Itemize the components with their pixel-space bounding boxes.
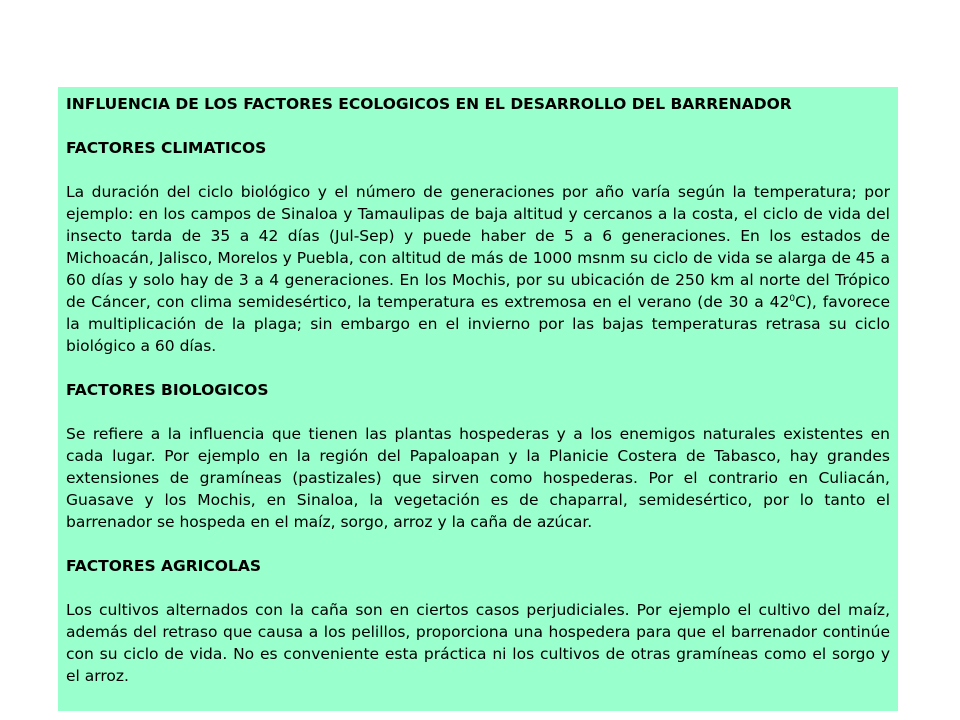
- section-text-agricolas: Los cultivos alternados con la caña son en ciertos casos perjudiciales. Por ejemplo el cultivo del maíz, además del retraso que causa a los pelillos, proporciona una hospedera para que el barrenador continúe con su ciclo de vida. No es conveniente esta práctica ni los cultivos de otras gramíneas como el sorgo y el arroz.: [66, 601, 890, 685]
- section-heading-agricolas: FACTORES AGRICOLAS: [66, 557, 262, 575]
- climaticos-text-part1: La duración del ciclo biológico y el número de generaciones por año varía según la temperatura; por ejemplo: en los campos de Sinaloa y Tamaulipas de baja altitud y cercanos a la costa, el ciclo de vida del insecto tarda de 35 a 42 días (Jul-Sep) y puede haber de 5 a 6 generaciones. En los estados de Michoacán, Jalisco, Morelos y Puebla, con altitud de más de 1000 msnm su ciclo de vida se alarga de 45 a 60 días y solo hay de 3 a 4 generaciones. En los Mochis, por su ubicación de 250 km al norte del Trópico de Cáncer, con clima semidesértico, la temperatura es extremosa en el verano (de 30 a 42: [66, 183, 890, 311]
- section-heading-climaticos: FACTORES CLIMATICOS: [66, 139, 267, 157]
- content-panel: [58, 87, 898, 711]
- degree-superscript: 0: [789, 293, 796, 304]
- section-text-climaticos: [66, 181, 890, 357]
- document-title: INFLUENCIA DE LOS FACTORES ECOLOGICOS EN EL DESARROLLO DEL BARRENADOR: [66, 95, 792, 113]
- climaticos-text-part2: C), favorece la multiplicación de la plaga; sin embargo en el invierno por las bajas temperaturas retrasa su ciclo biológico a 60 días.: [66, 293, 890, 355]
- section-text-biologicos: Se refiere a la influencia que tienen las plantas hospederas y a los enemigos naturales existentes en cada lugar. Por ejemplo en la región del Papaloapan y la Planicie Costera de Tabasco, hay grandes extensiones de gramíneas (pastizales) que sirven como hospederas. Por el contrario en Culiacán, Guasave y los Mochis, en Sinaloa, la vegetación es de chaparral, semidesértico, por lo tanto el barrenador se hospeda en el maíz, sorgo, arroz y la caña de azúcar.: [66, 425, 890, 531]
- section-heading-biologicos: FACTORES BIOLOGICOS: [66, 381, 269, 399]
